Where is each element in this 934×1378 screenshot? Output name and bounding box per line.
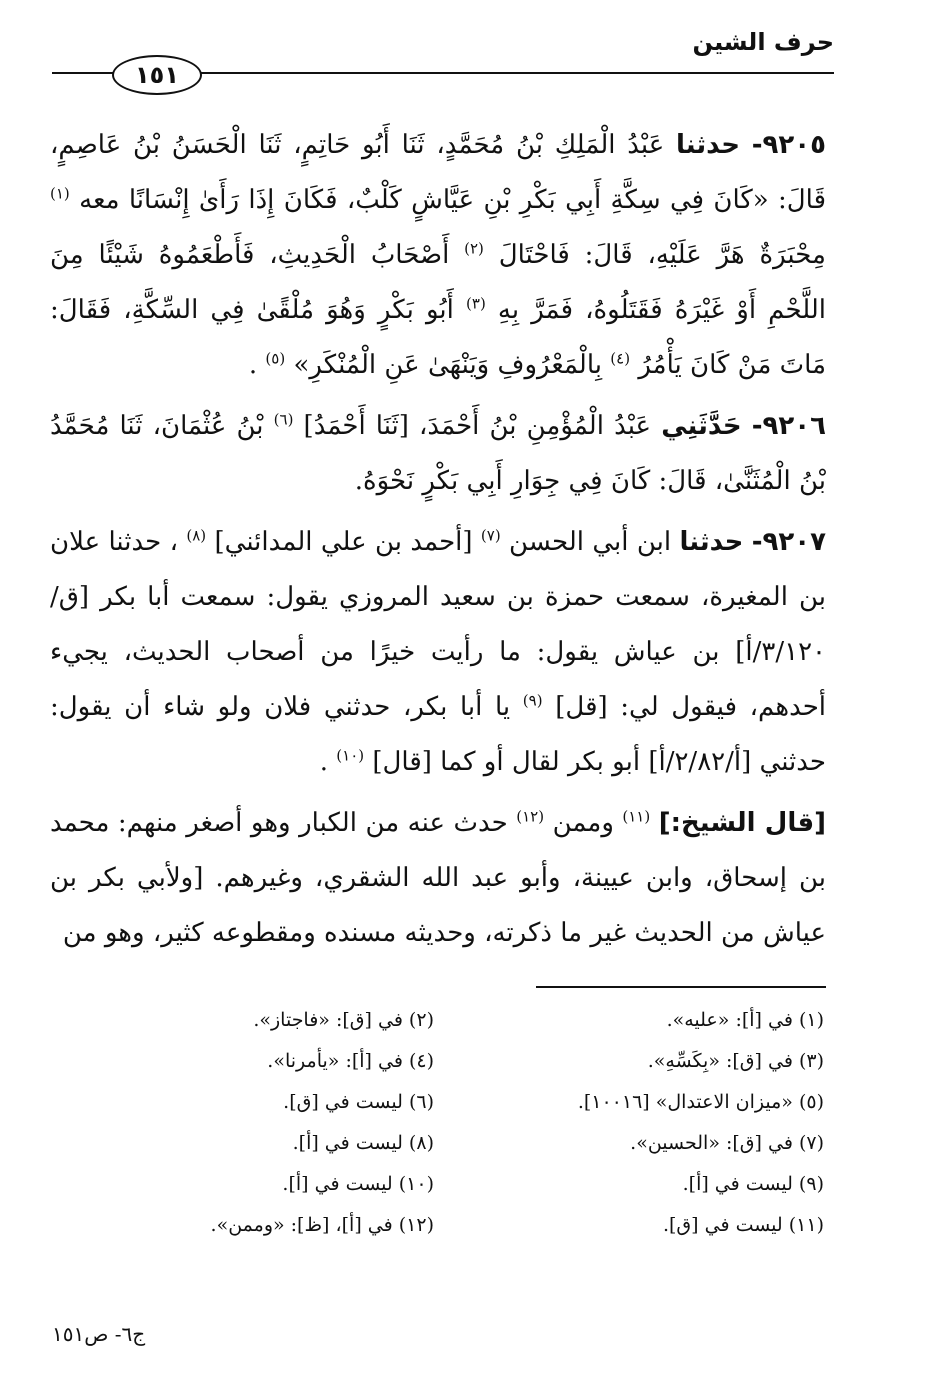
text-segment: ، حدثنا علان بن المغيرة، سمعت حمزة بن سعيد المروزي يقول: سمعت أبا بكر [ق/٣/١٢٠/أ] بن عياش يقول: ما رأيت خيرًا من أصحاب الحديث، يجيء أحدهم، فيقول لي: [قل]: [50, 527, 827, 722]
footnote-marker: (٩): [522, 691, 543, 710]
hadith-number: ٩٢٠٦-: [751, 411, 827, 441]
hadith-entry: [50, 515, 826, 790]
footnote-marker: (٣): [466, 294, 486, 313]
volume-page-reference: ج٦- ص١٥١: [52, 1322, 146, 1346]
page-number: ١٥١: [135, 61, 179, 89]
footnote: (٨) ليست في [أ].: [292, 1132, 434, 1154]
footnote: (٤) في [أ]: «يأمرنا».: [267, 1050, 434, 1072]
hadith-entry: [50, 399, 826, 509]
footnote-marker: (١٠): [336, 746, 365, 765]
text-segment: أَبُو بَكْرٍ وَهُوَ مُلْقًىٰ فِي السِّكَّةِ، فَقَالَ: مَاتَ مَنْ كَانَ يَأْمُرُ: [50, 295, 826, 380]
text-segment: بِالْمَعْرُوفِ وَيَنْهَىٰ عَنِ الْمُنْكَرِ»: [293, 350, 603, 380]
hadith-entry: [50, 796, 826, 961]
footnote: (١٢) في [أ]، [ظ]: «وممن».: [210, 1214, 434, 1236]
footnote-marker: (٤): [610, 349, 631, 368]
footnote: (٢) في [ق]: «فاجتاز».: [253, 1009, 434, 1031]
hadith-number: ٩٢٠٧-: [751, 527, 827, 557]
text-segment: حدث عنه من الكبار وهو أصغر منهم: محمد بن إسحاق، وابن عيينة، وأبو عبد الله الشقري، وغيرهم. [ولأبي بكر بن عياش من الحديث غير ما ذكرته، وحديثه مسنده ومقطوعه كثير، وهو من: [50, 808, 826, 948]
lead-word: حدثنا: [679, 527, 744, 557]
lead-word: حَدَّثَنِي: [661, 411, 742, 441]
footnote: (٥) «ميزان الاعتدال» [١٠٠١٦].: [577, 1091, 824, 1113]
footnote-marker: (٢): [464, 239, 484, 258]
text-segment: مِحْبَرَةٌ هَرَّ عَلَيْهِ، قَالَ: فَاحْتَالَ: [498, 240, 826, 270]
text-segment: عَبْدُ الْمُؤْمِنِ بْنُ أَحْمَدَ، [ثَنَا أَحْمَدُ]: [303, 411, 652, 441]
lead-word: [قال الشيخ:]: [658, 808, 827, 838]
text-segment: ابن أبي الحسن: [509, 527, 672, 557]
footnote: (٧) في [ق]: «الحسين».: [630, 1132, 824, 1154]
footnote: (١١) ليست في [ق].: [662, 1214, 824, 1236]
footnote: (١٠) ليست في [أ].: [282, 1173, 434, 1195]
hadith-number: ٩٢٠٥-: [751, 130, 827, 160]
text-segment: [أحمد بن علي المدائني]: [214, 527, 473, 557]
footnote-marker: (١٢): [516, 807, 545, 826]
footnotes: [44, 1000, 824, 1246]
text-segment: بْنُ عُثْمَانَ، ثَنَا مُحَمَّدُ بْنُ الْمُثَنَّىٰ، قَالَ: كَانَ فِي جِوَارِ أَبِي بَكْرٍ نَحْوَهُ.: [50, 411, 826, 496]
text-segment: أَصْحَابُ الْحَدِيثِ، فَأَطْعَمُوهُ شَيْئًا مِنَ اللَّحْمِ أَوْ غَيْرَهُ فَقَتَلُوهُ، فَمَرَّ بِهِ: [50, 240, 827, 325]
footnote: (٣) في [ق]: «بِكَسِّهِ».: [647, 1050, 824, 1072]
footnote: (٩) ليست في [أ].: [682, 1173, 824, 1195]
footnote-marker: (٨): [186, 526, 207, 545]
text-segment: .: [248, 350, 258, 380]
footnote-marker: (١): [50, 184, 70, 203]
page-number-badge: [112, 55, 202, 95]
text-segment: .: [319, 747, 329, 777]
chapter-title: حرف الشين: [692, 28, 834, 56]
text-segment: عَبْدُ الْمَلِكِ بْنُ مُحَمَّدٍ، ثَنَا أَبُو حَاتِمٍ، ثَنَا الْحَسَنُ بْنُ عَاصِمٍ، قَالَ: «كَانَ فِي سِكَّةِ أَبِي بَكْرِ بْنِ عَيَّاشٍ كَلْبٌ، فَكَانَ إِذَا رَأَىٰ إِنْسَانًا معه: [50, 130, 827, 215]
footnote-rule: [536, 986, 826, 988]
footnote-marker: (٧): [480, 526, 501, 545]
footnote-marker: (٥): [265, 349, 286, 368]
footnote: (٦) ليست في [ق].: [283, 1091, 434, 1113]
lead-word: حدثنا: [676, 130, 740, 160]
main-text: [50, 118, 826, 967]
hadith-entry: [50, 118, 826, 393]
footnote-marker: (٦): [273, 410, 294, 429]
footnote-marker: (١١): [622, 807, 651, 826]
footnote: (١) في [أ]: «عليه».: [666, 1009, 824, 1031]
text-segment: يا أبا بكر، حدثني فلان ولو شاء أن يقول: حدثني [أ/٢/٨٢/أ] أبو بكر لقال أو كما [قال]: [50, 692, 826, 777]
text-segment: وممن: [552, 808, 614, 838]
